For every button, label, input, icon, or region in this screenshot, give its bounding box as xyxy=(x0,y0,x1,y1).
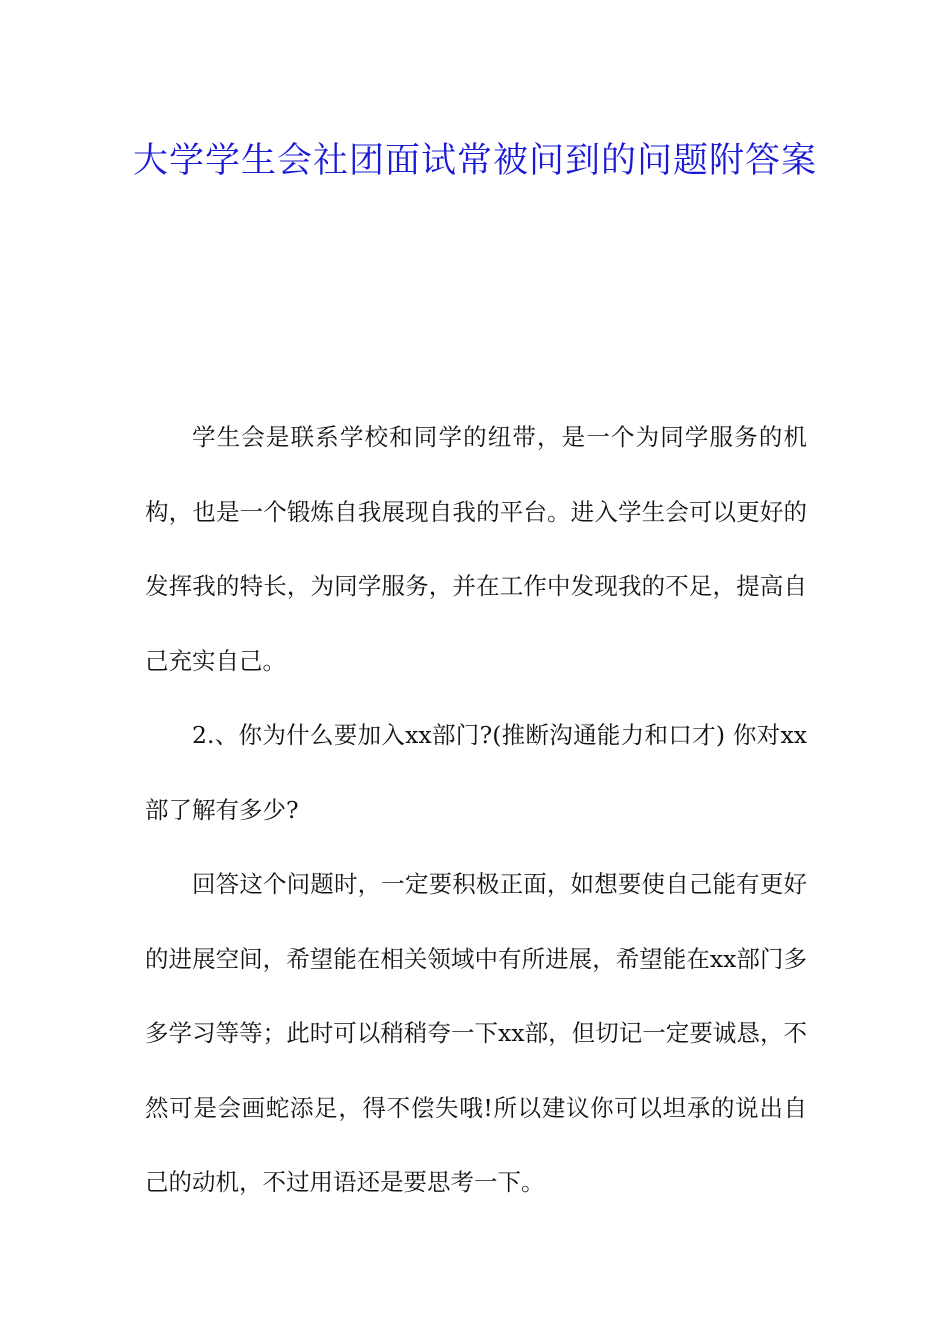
paragraph-text: 2.、你为什么要加入xx部门?(推断沟通能力和口才) 你对xx部了解有多少? xyxy=(145,721,807,824)
paragraph-answer-2 xyxy=(145,847,807,1220)
paragraph-text: 回答这个问题时，一定要积极正面，如想要使自己能有更好的进展空间，希望能在相关领域中有所进展，希望能在xx部门多多学习等等；此时可以稍稍夸一下xx部，但切记一定要诚恳，不然可是会画蛇添足，得不偿失哦!所以建议你可以坦承的说出自己的动机，不过用语还是要思考一下。 xyxy=(145,870,807,1196)
paragraph-text: 学生会是联系学校和同学的纽带，是一个为同学服务的机构，也是一个锻炼自我展现自我的平台。进入学生会可以更好的发挥我的特长，为同学服务，并在工作中发现我的不足，提高自己充实自己。 xyxy=(145,423,807,675)
document-title: 大学学生会社团面试常被问到的问题附答案 xyxy=(132,141,817,181)
paragraph-intro xyxy=(145,400,807,698)
paragraph-question-2 xyxy=(145,698,807,847)
